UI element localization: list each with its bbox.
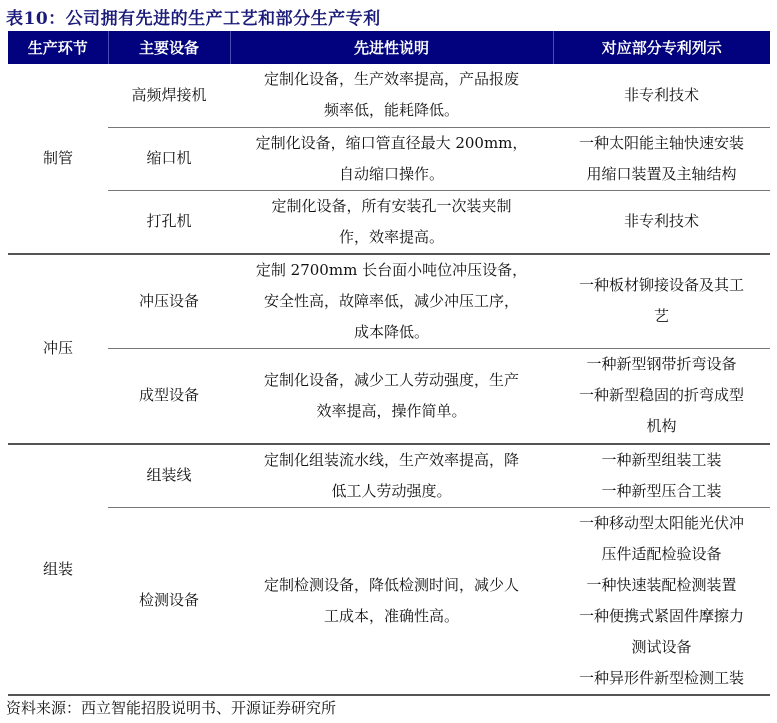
equipment-cell: 组装线 (108, 444, 230, 508)
equipment-cell: 高频焊接机 (108, 64, 230, 127)
patent-line: 非专利技术 (623, 85, 699, 104)
description-line: 频率低，能耗降低。 (323, 101, 459, 120)
patents-cell (553, 507, 770, 695)
description-line: 定制化设备，缩口管直径最大 200mm， (255, 133, 528, 152)
patents-cell (553, 349, 770, 444)
description-cell (230, 64, 553, 127)
equipment-cell: 打孔机 (108, 190, 230, 254)
patent-line: 一种快速装配检测装置 (586, 575, 737, 594)
stage-cell: 制管 (8, 64, 108, 254)
patent-line: 一种太阳能主轴快速安装 (578, 133, 744, 152)
patent-line: 一种异形件新型检测工装 (578, 668, 744, 687)
description-line: 作，效率提高。 (338, 227, 444, 246)
patent-line: 用缩口装置及主轴结构 (586, 164, 737, 183)
table-row (8, 254, 770, 349)
description-line: 低工人劳动强度。 (331, 481, 452, 500)
description-line: 自动缩口操作。 (338, 164, 444, 183)
stage-cell: 组装 (8, 444, 108, 696)
header-stage: 生产环节 (8, 31, 108, 64)
header-description: 先进性说明 (230, 31, 553, 64)
equipment-cell: 检测设备 (108, 507, 230, 695)
patent-line: 测试设备 (631, 637, 692, 656)
table-row (8, 127, 770, 190)
patent-line: 一种新型组装工装 (601, 450, 722, 469)
table-row (8, 64, 770, 127)
table-title: 表10：公司拥有先进的生产工艺和部分生产专利 (6, 9, 381, 29)
table-row (8, 349, 770, 444)
source-note: 资料来源：西立智能招股说明书、开源证券研究所 (6, 699, 337, 717)
equipment-cell: 成型设备 (108, 349, 230, 444)
patent-line: 一种新型稳固的折弯成型 (578, 386, 744, 405)
description-cell (230, 349, 553, 444)
description-cell (230, 127, 553, 190)
patents-cell (553, 444, 770, 508)
description-cell (230, 190, 553, 254)
header-equipment: 主要设备 (108, 31, 230, 64)
patent-line: 一种便携式紧固件摩擦力 (578, 606, 744, 625)
header-patents: 对应部分专利列示 (553, 31, 770, 64)
patents-cell (553, 127, 770, 190)
patent-line: 艺 (653, 307, 669, 326)
patent-line: 压件适配检验设备 (601, 544, 722, 563)
description-line: 定制化设备，所有安装孔一次装夹制 (271, 196, 512, 215)
patents-cell (553, 190, 770, 254)
equipment-patent-table (8, 31, 770, 696)
description-cell (230, 507, 553, 695)
table-row (8, 190, 770, 254)
table-header-row (8, 31, 770, 64)
description-line: 效率提高，操作简单。 (316, 401, 467, 420)
patents-cell (553, 64, 770, 127)
stage-cell: 冲压 (8, 254, 108, 444)
table-row (8, 444, 770, 508)
patent-line: 机构 (646, 417, 677, 436)
table-row (8, 507, 770, 695)
description-line: 定制检测设备，降低检测时间，减少人 (263, 575, 519, 594)
description-line: 成本降低。 (353, 322, 429, 341)
patent-line: 一种新型钢带折弯设备 (586, 355, 737, 374)
description-line: 安全性高，故障率低，减少冲压工序， (263, 291, 519, 310)
description-line: 定制化组装流水线，生产效率提高，降 (263, 450, 519, 469)
description-cell (230, 444, 553, 508)
description-line: 定制 2700mm 长台面小吨位冲压设备， (255, 260, 528, 279)
equipment-cell: 冲压设备 (108, 254, 230, 349)
description-line: 工成本，准确性高。 (323, 606, 459, 625)
patents-cell (553, 254, 770, 349)
description-cell (230, 254, 553, 349)
patent-line: 一种板材铆接设备及其工 (578, 276, 744, 295)
patent-line: 非专利技术 (623, 212, 699, 230)
description-line: 定制化设备，减少工人劳动强度，生产 (263, 370, 519, 389)
patent-line: 一种移动型太阳能光伏冲 (578, 513, 744, 532)
patent-line: 一种新型压合工装 (601, 481, 722, 500)
equipment-cell: 缩口机 (108, 127, 230, 190)
description-line: 定制化设备，生产效率提高，产品报废 (263, 70, 519, 89)
